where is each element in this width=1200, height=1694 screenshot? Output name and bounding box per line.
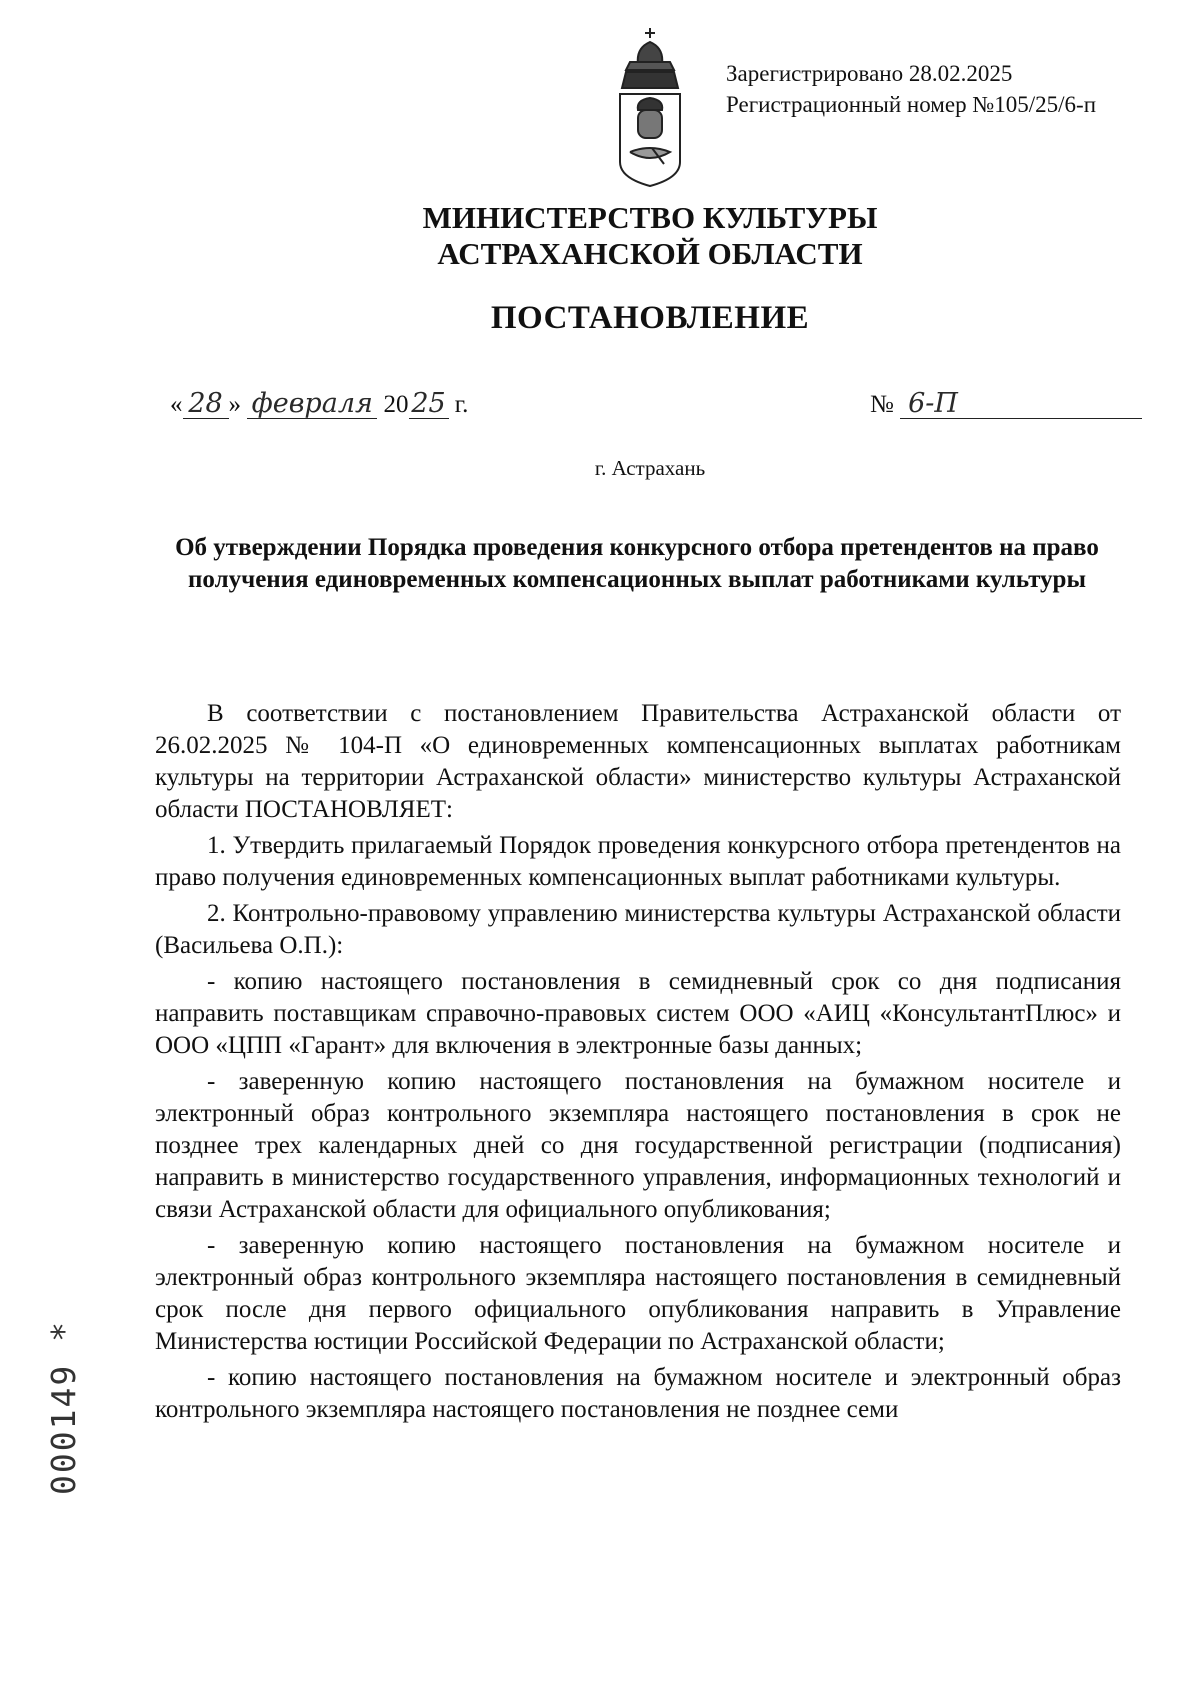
document-body xyxy=(155,698,1121,1430)
date-line xyxy=(170,390,468,419)
number-label: № xyxy=(870,391,894,418)
registration-block xyxy=(726,58,1096,120)
document-title: Об утверждении Порядка проведения конкурсного отбора претендентов на право получения единовременных компенсационных выплат работниками культуры xyxy=(175,534,1099,593)
registration-date: Зарегистрировано 28.02.2025 xyxy=(726,61,1013,86)
handwritten-day: 28 xyxy=(183,390,229,419)
close-quote: » xyxy=(228,391,241,418)
ministry-line-2: АСТРАХАНСКОЙ ОБЛАСТИ xyxy=(437,236,863,271)
document-type: ПОСТАНОВЛЕНИЕ xyxy=(490,300,810,336)
list-item: - заверенную копию настоящего постановления на бумажном носителе и электронный образ контрольного экземпляра настоящего постановления в семидневный срок после дня первого официального опубликования направить в Управление Министерства юстиции Российской Федерации по Астраханской области; xyxy=(155,1232,1121,1355)
document-number-line xyxy=(870,390,1142,419)
year-prefix: 20 xyxy=(383,391,409,418)
coat-of-arms-emblem xyxy=(612,24,688,188)
paragraph-2: 2. Контрольно-правовому управлению министерства культуры Астраханской области (Васильева О.П.): xyxy=(155,900,1121,959)
city: г. Астрахань xyxy=(594,456,706,480)
ministry-line-1: МИНИСТЕРСТВО КУЛЬТУРЫ xyxy=(422,200,878,235)
preamble-paragraph: В соответствии с постановлением Правительства Астраханской области от 26.02.2025 № 104-П «О единовременных компенсационных выплатах работникам культуры на территории Астраханской области» министерство культуры Астраханской области ПОСТАНОВЛЯЕТ: xyxy=(155,700,1121,823)
year-unit: г. xyxy=(454,391,469,418)
handwritten-month: февраля xyxy=(247,390,377,419)
open-quote: « xyxy=(170,391,183,418)
page-stamp-number: 000149 * xyxy=(44,1320,83,1495)
list-item: - копию настоящего постановления на бумажном носителе и электронный образ контрольного экземпляра настоящего постановления не позднее семи xyxy=(155,1364,1121,1423)
paragraph-1: 1. Утвердить прилагаемый Порядок проведения конкурсного отбора претендентов на право получения единовременных компенсационных выплат работниками культуры. xyxy=(155,832,1121,891)
list-item: - копию настоящего постановления в семидневный срок со дня подписания направить поставщикам справочно-правовых систем ООО «АИЦ «КонсультантПлюс» и ООО «ЦПП «Гарант» для включения в электронные базы данных; xyxy=(155,968,1121,1059)
handwritten-year: 25 xyxy=(409,390,449,419)
list-item: - заверенную копию настоящего постановления на бумажном носителе и электронный образ контрольного экземпляра настоящего постановления в срок не позднее трех календарных дней со дня государственной регистрации (подписания) направить в министерство государственного управления, информационных технологий и связи Астраханской области для официального опубликования; xyxy=(155,1068,1121,1223)
handwritten-number: 6-П xyxy=(900,390,1142,419)
ministry-name xyxy=(0,200,1200,272)
registration-number: Регистрационный номер №105/25/6-п xyxy=(726,92,1097,117)
